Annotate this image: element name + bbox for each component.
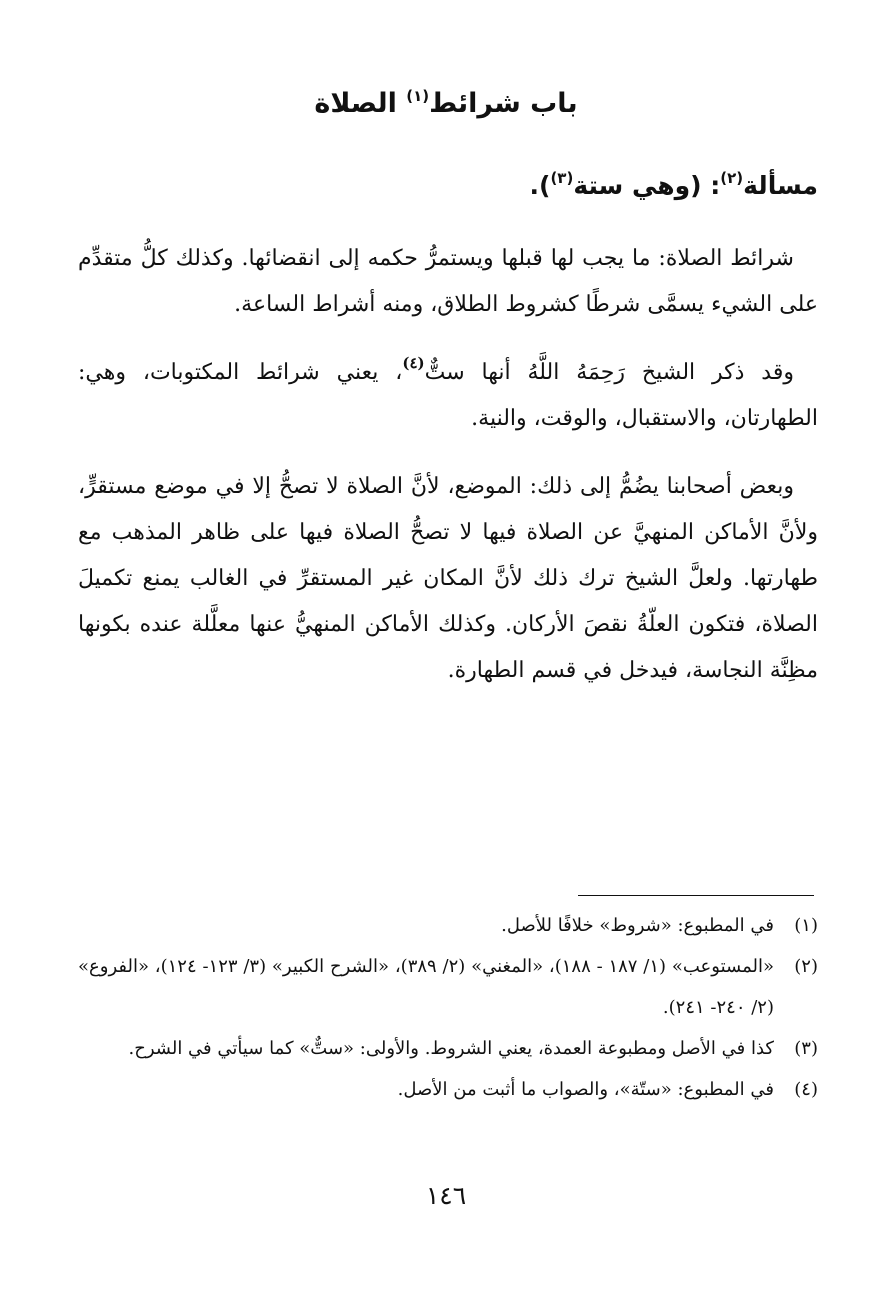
masala-text-end: ). [529,171,551,200]
paragraph-conditions-end: ، يعني شرائط المكتوبات، وهي: الطهارتان، والاستقبال، والوقت، والنية. [78,360,818,431]
footnote-2 [78,946,818,1028]
masala-text: : (وهي ستة [573,171,721,200]
footnote-ref-2[interactable]: (٢) [720,169,744,187]
chapter-title-text-end: الصلاة [314,88,407,119]
footnote-1 [78,905,818,946]
footnote-text: في المطبوع: «ستّة»، والصواب ما أثبت من الأصل. [397,1079,774,1100]
page-number: ١٤٦ [425,1181,467,1210]
main-text [78,236,818,716]
footnote-3 [78,1028,818,1069]
footnote-text: كذا في الأصل ومطبوعة العمدة، يعني الشروط. والأولى: «ستٌّ» كما سيأتي في الشرح. [128,1038,774,1059]
footnote-number: (٤) [794,1079,818,1100]
paragraph-conditions-start: وقد ذكر الشيخ رَحِمَهُ اللَّهُ أنها ستٌّ [424,360,794,385]
masala-label: مسألة [743,171,818,200]
footnote-divider [578,895,814,896]
footnote-4 [78,1069,818,1110]
paragraph-definition: شرائط الصلاة: ما يجب لها قبلها ويستمرُّ حكمه إلى انقضائها. وكذلك كلُّ متقدِّم على الشيء يسمَّى شرطًا كشروط الطلاق، ومنه أشراط الساعة. [78,246,818,317]
masala-heading [78,166,818,206]
footnote-number: (٣) [794,1038,818,1059]
footnote-number: (٢) [794,956,818,977]
footnote-text: «المستوعب» (١/ ١٨٧ - ١٨٨)، «المغني» (٢/ ٣٨٩)، «الشرح الكبير» (٣/ ١٢٣- ١٢٤)، «الفروع» (٢/ ٢٤٠- ٢٤١). [78,956,774,1018]
paragraph-conditions [78,350,818,442]
footnote-text: في المطبوع: «شروط» خلافًا للأصل. [501,915,774,936]
footnote-ref-1[interactable]: (١) [406,87,430,105]
footnote-ref-4[interactable]: (٤) [402,354,425,372]
chapter-title [0,84,892,124]
paragraph-location: وبعض أصحابنا يضُمُّ إلى ذلك: الموضع، لأنَّ الصلاة لا تصحُّ إلا في موضع مستقرٍّ، ولأنَّ الأماكن المنهيَّ عن الصلاة فيها لا تصحُّ الصلاة فيها على ظاهر المذهب مع طهارتها. ولعلَّ الشيخ ترك ذلك لأنَّ المكان غير المستقرِّ في الغالب يمنع تكميلَ الصلاة، فتكون العلّةُ نقصَ الأركان. وكذلك الأماكن المنهيُّ عنها معلَّلة عنده بكونها مظِنَّة النجاسة، فيدخل في قسم الطهارة. [78,474,818,683]
footnotes [78,905,818,1110]
chapter-title-text: باب شرائط [429,88,578,119]
footnote-number: (١) [794,915,818,936]
footnote-ref-3[interactable]: (٣) [550,169,574,187]
